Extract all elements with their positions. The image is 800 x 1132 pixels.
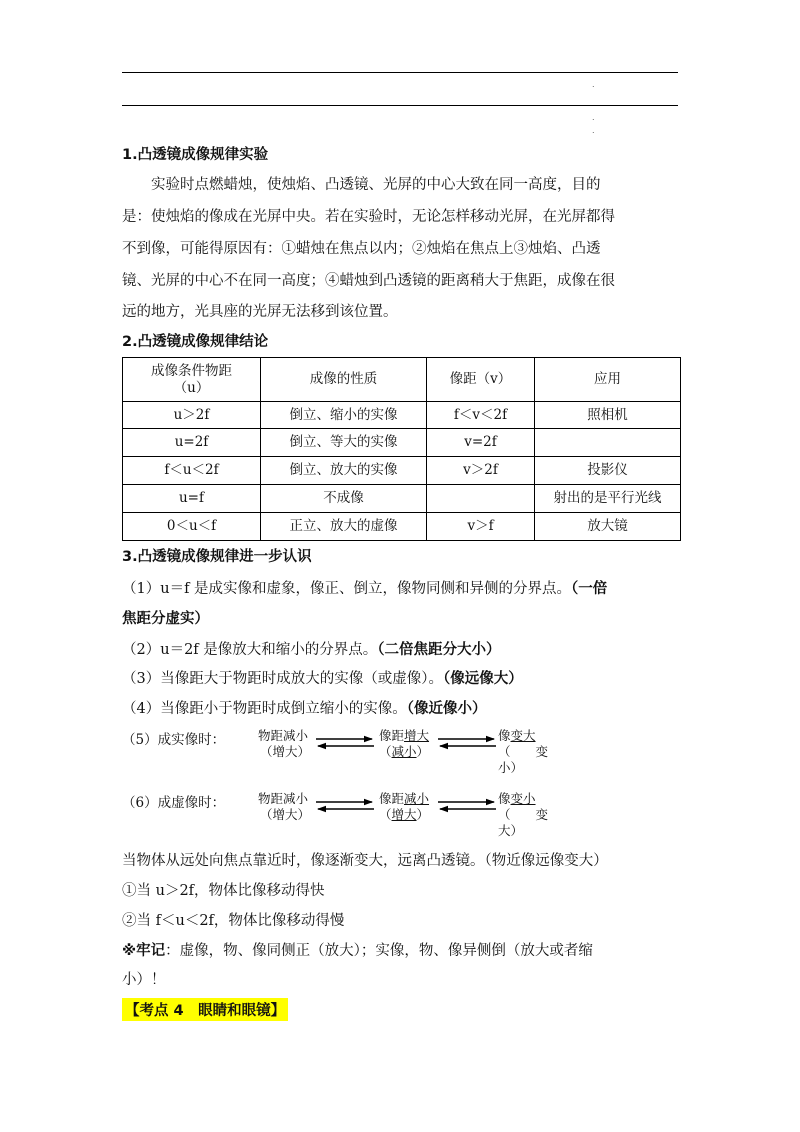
virtual-image-size [498,791,548,839]
real-object-distance [258,728,310,760]
s1-paragraph-line: 是：使烛焰的像成在光屏中央。若在实验时，无论怎样移动光屏，在光屏都得 [122,209,615,225]
virtual-a1: 物距减小 [258,791,309,806]
remember-bold: ※牢记 [122,943,166,959]
virtual-c3: 大） [498,823,524,838]
point-1-text: （1）u＝f 是成实像和虚象，像正、倒立，像物同侧和异侧的分界点。 [122,581,572,597]
virtual-b2: （增大） [379,807,430,822]
virtual-b1: 像距减小 [379,791,430,806]
double-arrow-icon [438,798,496,814]
table-row [123,402,681,429]
point-4-text: （4）当像距小于物距时成倒立缩小的实像。 [122,701,407,717]
point-2-text: （2）u＝2f 是像放大和缩小的分界点。 [122,642,378,658]
table-cell: 倒立、等大的实像 [261,429,427,457]
point-1-bold: （一倍 [571,581,608,597]
s1-paragraph-line: 实验时点燃蜡烛，使烛焰、凸透镜、光屏的中心大致在同一高度，目的 [151,177,601,193]
table-cell: 正立、放大的虚像 [261,513,427,541]
table-cell: 照相机 [535,402,681,429]
real-c1: 像变大 [498,728,536,743]
table-header-cell [123,358,261,402]
point-3-text: （3）当像距大于物距时成放大的实像（或虚像）。 [122,671,443,687]
header-rule-top [122,72,678,73]
table-cell: v＞2f [427,457,535,485]
tail-line-3: ②当 f＜u＜2f，物体比像移动得慢 [122,913,345,929]
table-row [123,429,681,457]
imaging-rules-table [122,357,681,541]
virtual-image-distance [379,791,429,823]
real-b1: 像距增大 [379,728,430,743]
real-a2: （增大） [260,744,311,759]
header-text: 成像条件物距 [151,362,232,379]
double-arrow-icon [438,735,496,751]
tail-line-1: 当物体从远处向焦点靠近时，像逐渐变大，远离凸透镜。（物近像远像变大） [122,853,608,869]
table-cell [535,429,681,457]
table-cell [427,485,535,513]
table-cell: 0＜u＜f [123,513,261,541]
double-arrow-icon [316,735,374,751]
point-3 [122,667,523,688]
point-2-bold: （二倍焦距分大小） [377,642,501,658]
real-c3: 小） [498,760,524,775]
margin-dot: . [592,126,595,135]
table-cell: 投影仪 [535,457,681,485]
real-b2: （减小） [379,744,430,759]
point-2 [122,638,501,659]
header-text: （u） [173,379,210,396]
key-point-heading: 【考点 4 眼睛和眼镜】 [122,998,288,1021]
table-header-cell: 像距（v） [427,358,535,402]
virtual-a2: （增大） [260,807,311,822]
virtual-object-distance [258,791,310,823]
margin-dot: . [592,80,595,89]
double-arrow-icon [316,798,374,814]
section-1-title: 1.凸透镜成像规律实验 [122,147,269,163]
point-3-bold: （像远像大） [442,671,523,687]
s1-paragraph-line: 远的地方，光具座的光屏无法移到该位置。 [122,304,398,320]
table-cell: f＜u＜2f [123,457,261,485]
real-image-distance [379,728,429,760]
real-c2: （ 变 [498,744,549,759]
table-row [123,457,681,485]
table-cell: u＞2f [123,402,261,429]
table-row [123,485,681,513]
real-a1: 物距减小 [258,728,309,743]
virtual-c2: （ 变 [498,807,549,822]
table-cell: u=f [123,485,261,513]
remember-text: ：虚像，物、像同侧正（放大）；实像，物、像异侧倒（放大或者缩 [165,943,593,959]
real-image-size [498,728,548,776]
point-5-label: （5）成实像时： [122,732,226,748]
tail-line-2: ①当 u＞2f，物体比像移动得快 [122,883,325,899]
point-1-cont: 焦距分虚实） [122,611,209,627]
section-3-title: 3.凸透镜成像规律进一步认识 [122,549,312,565]
table-header-cell: 成像的性质 [261,358,427,402]
point-4-bold: （像近像小） [406,701,487,717]
table-cell: f＜v＜2f [427,402,535,429]
remember-line [122,939,593,960]
point-1 [122,577,607,598]
section-2-title: 2.凸透镜成像规律结论 [122,334,269,350]
point-6-label: （6）成虚像时： [122,795,226,811]
s1-paragraph-line: 镜、光屏的中心不在同一高度；④蜡烛到凸透镜的距离稍大于焦距，成像在很 [122,273,615,289]
table-cell: 倒立、放大的实像 [261,457,427,485]
virtual-c1: 像变小 [498,791,536,806]
table-header-cell: 应用 [535,358,681,402]
table-cell: 射出的是平行光线 [535,485,681,513]
header-rule-bottom [122,105,678,106]
table-cell: v＞f [427,513,535,541]
margin-dot: . [592,113,595,122]
table-cell: 不成像 [261,485,427,513]
table-cell: v=2f [427,429,535,457]
table-cell: u=2f [123,429,261,457]
point-4 [122,697,486,718]
table-cell: 放大镜 [535,513,681,541]
table-row [123,513,681,541]
s1-paragraph-line: 不到像，可能得原因有：①蜡烛在焦点以内；②烛焰在焦点上③烛焰、凸透 [122,241,601,257]
table-cell: 倒立、缩小的实像 [261,402,427,429]
remember-line-cont: 小）！ [122,972,166,988]
